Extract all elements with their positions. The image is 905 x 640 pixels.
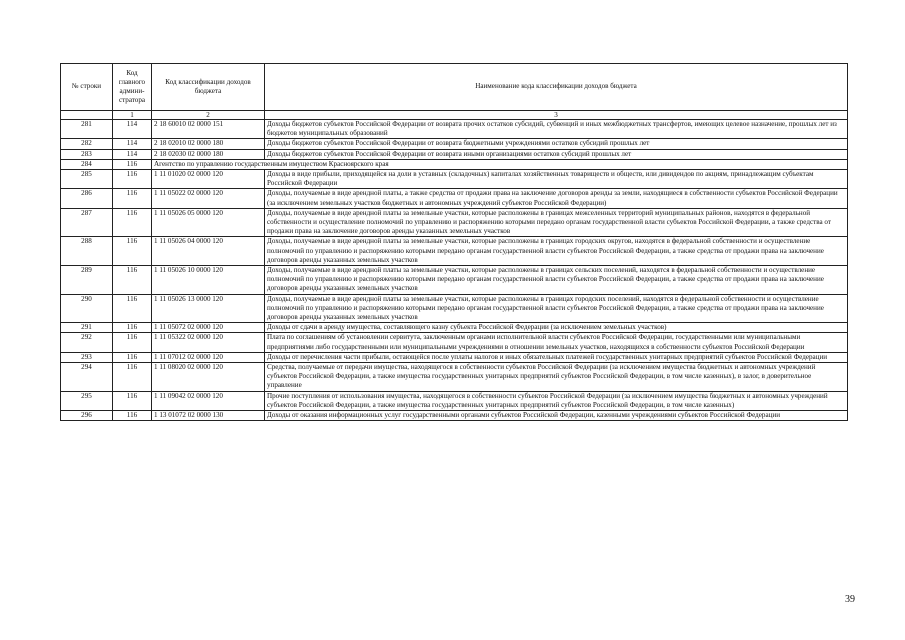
classification-code-cell: 1 11 05026 13 0000 120 [152, 294, 265, 323]
table-row [61, 237, 848, 266]
classification-code-cell: 2 18 02010 02 0000 180 [152, 139, 265, 149]
row-number-cell: 284 [61, 159, 113, 169]
code-name-cell: Доходы бюджетов субъектов Российской Федерации от возврата иными организациями остатков субсидий прошлых лет [265, 149, 848, 159]
classification-code-cell: 2 18 02030 02 0000 180 [152, 149, 265, 159]
row-number-cell: 291 [61, 323, 113, 333]
row-number-cell: 292 [61, 333, 113, 352]
code-name-cell: Доходы, получаемые в виде арендной платы за земельные участки, которые расположены в границах городских округов, находятся в федеральной собственности и осуществление полномочий по управлению и распоряжению которыми передано органам государственной власти субъектов Российской Федерации, а также средства от продажи права на заключение договоров аренды указанных земельных участков [265, 237, 848, 266]
code-name-cell: Доходы, получаемые в виде арендной платы, а также средства от продажи права на заключение договоров аренды за земли, находящиеся в собственности субъектов Российской Федерации (за исключением земельных участков бюджетных и автономных учреждений субъектов Российской Федерации) [265, 189, 848, 208]
table-row [61, 391, 848, 410]
admin-code-cell: 116 [113, 266, 152, 295]
admin-code-cell: 114 [113, 120, 152, 139]
admin-code-cell: 116 [113, 333, 152, 352]
code-name-cell: Доходы от перечисления части прибыли, остающейся после уплаты налогов и иных обязательных платежей государственных унитарных предприятий субъектов Российской Федерации [265, 352, 848, 362]
row-number-cell: 281 [61, 120, 113, 139]
admin-code-cell: 116 [113, 391, 152, 410]
admin-code-cell: 116 [113, 208, 152, 237]
row-number-cell: 285 [61, 170, 113, 189]
table-row [61, 159, 848, 169]
code-name-cell: Доходы в виде прибыли, приходящейся на доли в уставных (складочных) капиталах хозяйственных товариществ и обществ, или дивидендов по акциям, принадлежащим субъектам Российской Федерации [265, 170, 848, 189]
admin-code-cell: 114 [113, 149, 152, 159]
row-number-cell: 288 [61, 237, 113, 266]
code-name-cell: Доходы бюджетов субъектов Российской Федерации от возврата прочих остатков субсидий, субвенций и иных межбюджетных трансфертов, имеющих целевое назначение, прошлых лет из бюджетов муниципальных образований [265, 120, 848, 139]
row-number-cell: 296 [61, 411, 113, 421]
row-number-cell: 283 [61, 149, 113, 159]
row-number-cell: 282 [61, 139, 113, 149]
code-name-cell: Доходы, получаемые в виде арендной платы за земельные участки, которые расположены в границах межселенных территорий муниципальных районов, находятся в федеральной собственности и осуществление полномочий по управлению и распоряжению которыми передано органам государственной власти субъектов Российской Федерации, а также средства от продажи права на заключение договоров аренды указанных земельных участков [265, 208, 848, 237]
row-number-cell: 290 [61, 294, 113, 323]
classification-code-cell: 1 11 01020 02 0000 120 [152, 170, 265, 189]
header-admin-code: Код главного админи-стратора [113, 64, 152, 111]
column-number-row [61, 111, 848, 120]
classification-code-cell: 1 11 05026 10 0000 120 [152, 266, 265, 295]
table-row [61, 266, 848, 295]
code-name-cell: Доходы от оказания информационных услуг государственными органами субъектов Российской Федерации, казенными учреждениями субъектов Российской Федерации [265, 411, 848, 421]
table-row [61, 120, 848, 139]
row-number-cell: 289 [61, 266, 113, 295]
table-row [61, 208, 848, 237]
code-name-cell: Прочие поступления от использования имущества, находящегося в собственности субъектов Российской Федерации (за исключением имущества бюджетных и автономных учреждений субъектов Российской Федерации, а также имущества государственных унитарных предприятий субъектов Российской Федерации, в том числе казенных) [265, 391, 848, 410]
row-number-cell: 293 [61, 352, 113, 362]
administrator-name-cell: Агентство по управлению государственным имуществом Красноярского края [152, 159, 848, 169]
table-row [61, 139, 848, 149]
row-number-cell: 294 [61, 363, 113, 392]
header-code-name: Наименование кода классификации доходов бюджета [265, 64, 848, 111]
column-number: 1 [113, 111, 152, 120]
table-row [61, 411, 848, 421]
table-header-row [61, 64, 848, 111]
code-name-cell: Доходы, получаемые в виде арендной платы за земельные участки, которые расположены в границах городских поселений, находятся в федеральной собственности и осуществление полномочий по управлению и распоряжению которыми передано органам государственной власти субъектов Российской Федерации, а также средства от продажи права на заключение договоров аренды указанных земельных участков [265, 294, 848, 323]
classification-code-cell: 1 11 05322 02 0000 120 [152, 333, 265, 352]
table-row [61, 170, 848, 189]
header-classification-code: Код классификации доходов бюджета [152, 64, 265, 111]
admin-code-cell: 116 [113, 352, 152, 362]
column-number-blank [61, 111, 113, 120]
table-row [61, 189, 848, 208]
classification-code-cell: 1 11 07012 02 0000 120 [152, 352, 265, 362]
classification-code-cell: 1 11 09042 02 0000 120 [152, 391, 265, 410]
table-row [61, 149, 848, 159]
admin-code-cell: 116 [113, 363, 152, 392]
admin-code-cell: 116 [113, 170, 152, 189]
admin-code-cell: 116 [113, 323, 152, 333]
table-row [61, 352, 848, 362]
table-body [61, 120, 848, 421]
admin-code-cell: 116 [113, 237, 152, 266]
code-name-cell: Доходы, получаемые в виде арендной платы за земельные участки, которые расположены в границах сельских поселений, находятся в федеральной собственности и осуществление полномочий по управлению и распоряжению которыми передано органам государственной власти субъектов Российской Федерации, а также средства от продажи права на заключение договоров аренды указанных земельных участков [265, 266, 848, 295]
table-row [61, 323, 848, 333]
table-row [61, 363, 848, 392]
classification-code-cell: 1 11 05022 02 0000 120 [152, 189, 265, 208]
code-name-cell: Средства, получаемые от передачи имущества, находящегося в собственности субъектов Российской Федерации (за исключением имущества бюджетных и автономных учреждений субъектов Российской Федерации, а также имущества государственных унитарных предприятий субъектов Российской Федерации, в том числе казенных), в залог, в доверительное управление [265, 363, 848, 392]
admin-code-cell: 116 [113, 294, 152, 323]
row-number-cell: 295 [61, 391, 113, 410]
admin-code-cell: 114 [113, 139, 152, 149]
admin-code-cell: 116 [113, 159, 152, 169]
code-name-cell: Доходы бюджетов субъектов Российской Федерации от возврата бюджетными учреждениями остатков субсидий прошлых лет [265, 139, 848, 149]
table-row [61, 294, 848, 323]
table-row [61, 333, 848, 352]
header-row-number: № строки [61, 64, 113, 111]
classification-code-cell: 2 18 60010 02 0000 151 [152, 120, 265, 139]
admin-code-cell: 116 [113, 189, 152, 208]
classification-code-cell: 1 11 08020 02 0000 120 [152, 363, 265, 392]
column-number: 3 [265, 111, 848, 120]
row-number-cell: 287 [61, 208, 113, 237]
classification-code-cell: 1 13 01072 02 0000 130 [152, 411, 265, 421]
classification-code-cell: 1 11 05072 02 0000 120 [152, 323, 265, 333]
page-number: 39 [845, 594, 855, 605]
revenue-code-table [60, 63, 848, 421]
code-name-cell: Плата по соглашениям об установлении сервитута, заключенным органами исполнительной власти субъектов Российской Федерации, государственными или муниципальными предприятиями либо государственными или муниципальными учреждениями в отношении земельных участков, находящихся в собственности субъектов Российской Федерации [265, 333, 848, 352]
row-number-cell: 286 [61, 189, 113, 208]
column-number: 2 [152, 111, 265, 120]
code-name-cell: Доходы от сдачи в аренду имущества, составляющего казну субъекта Российской Федерации (за исключением земельных участков) [265, 323, 848, 333]
admin-code-cell: 116 [113, 411, 152, 421]
classification-code-cell: 1 11 05026 05 0000 120 [152, 208, 265, 237]
classification-code-cell: 1 11 05026 04 0000 120 [152, 237, 265, 266]
